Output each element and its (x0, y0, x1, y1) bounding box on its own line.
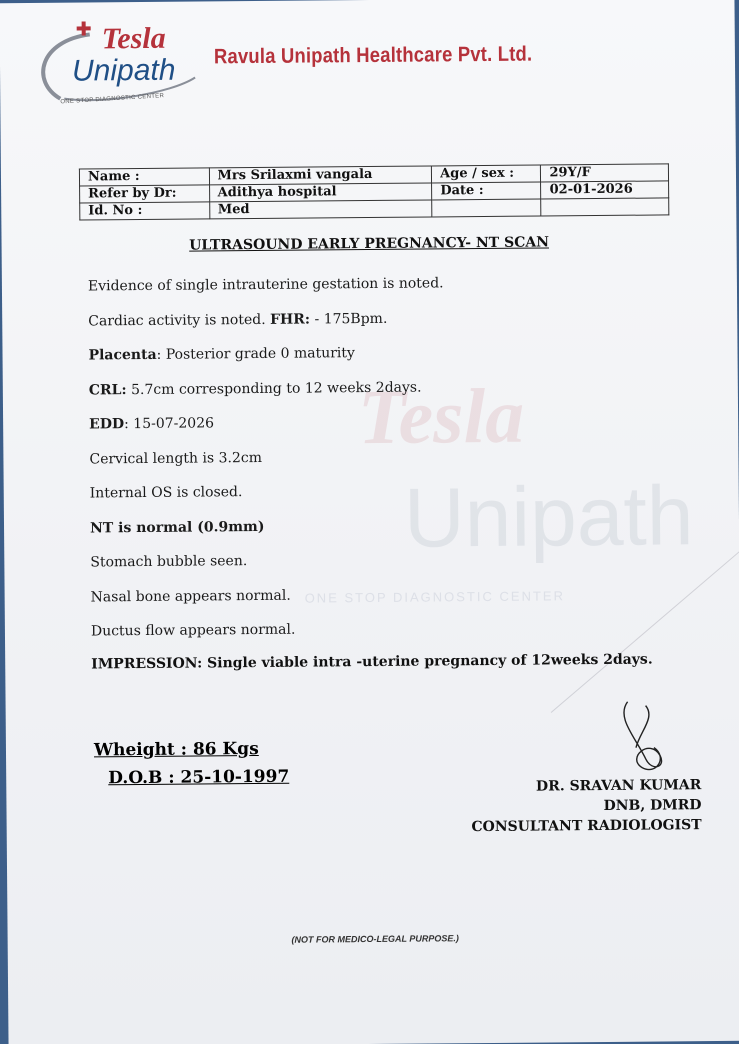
age-label: Age / sex : (432, 165, 541, 183)
fhr-value: - 175Bpm. (309, 310, 388, 328)
logo-text-unipath: Unipath (71, 53, 176, 88)
watermark-unipath: Unipath (403, 468, 694, 565)
doctor-name: DR. SRAVAN KUMAR (535, 777, 702, 795)
doctor-qualification: DNB, DMRD (603, 797, 702, 814)
finding-placenta (88, 340, 688, 380)
finding-cardiac (88, 306, 688, 346)
empty-cell (432, 199, 541, 217)
edd-label: EDD (89, 416, 125, 433)
logo-text-tesla: Tesla (101, 21, 166, 56)
placenta-value: : Posterior grade 0 maturity (156, 345, 355, 363)
age-value: 29Y/F (541, 164, 669, 182)
impression: IMPRESSION: Single viable intra -uterine pregnancy of 12weeks 2days. (91, 651, 653, 672)
finding-stomach: Stomach bubble seen. (90, 553, 248, 571)
fhr-label: FHR: (269, 311, 311, 328)
extra-info (94, 739, 289, 797)
date-label: Date : (432, 182, 541, 200)
name-value: Mrs Srilaxmi vangala (209, 166, 432, 185)
placenta-label: Placenta (88, 346, 157, 364)
patient-info-table (79, 163, 669, 220)
finding-cervical: Cervical length is 3.2cm (89, 449, 263, 467)
weight-text: Wheight : 86 Kgs (93, 738, 259, 761)
logo-tagline: ONE STOP DIAGNOSTIC CENTER (60, 93, 165, 106)
crl-label: CRL: (88, 381, 127, 398)
date-value: 02-01-2026 (541, 181, 669, 199)
finding-nt (90, 513, 690, 553)
finding-crl (89, 375, 689, 415)
edd-value: : 15-07-2026 (124, 415, 215, 433)
finding-nasal: Nasal bone appears normal. (90, 587, 291, 605)
signature-icon (606, 697, 687, 782)
nt-text: NT is normal (0.9mm) (89, 518, 265, 536)
name-label: Name : (79, 168, 209, 186)
company-name: Ravula Unipath Healthcare Pvt. Ltd. (213, 42, 533, 69)
findings-list (88, 271, 691, 672)
clinic-logo (30, 19, 206, 107)
refer-label: Refer by Dr: (80, 185, 210, 203)
crl-value: 5.7cm corresponding to 12 weeks 2days. (126, 379, 422, 398)
watermark-tesla: Tesla (357, 371, 525, 461)
report-title: ULTRASOUND EARLY PREGNANCY- NT SCAN (189, 234, 550, 254)
id-value: Med (209, 200, 432, 219)
finding-gestation: Evidence of single intrauterine gestation is noted. (87, 275, 444, 295)
cardiac-text: Cardiac activity is noted. (88, 311, 271, 329)
doctor-title: CONSULTANT RADIOLOGIST (471, 817, 702, 836)
finding-os: Internal OS is closed. (89, 484, 243, 502)
dob-text: D.O.B : 25-10-1997 (108, 766, 290, 789)
doctor-block (471, 775, 702, 837)
refer-value: Adithya hospital (209, 183, 432, 202)
finding-edd (89, 409, 689, 449)
empty-cell (541, 198, 669, 216)
id-label: Id. No : (80, 202, 210, 220)
watermark-tagline: ONE STOP DIAGNOSTIC CENTER (304, 588, 565, 606)
finding-ductus: Ductus flow appears normal. (90, 621, 296, 640)
footer-note: (NOT FOR MEDICO-LEGAL PURPOSE.) (291, 933, 459, 945)
